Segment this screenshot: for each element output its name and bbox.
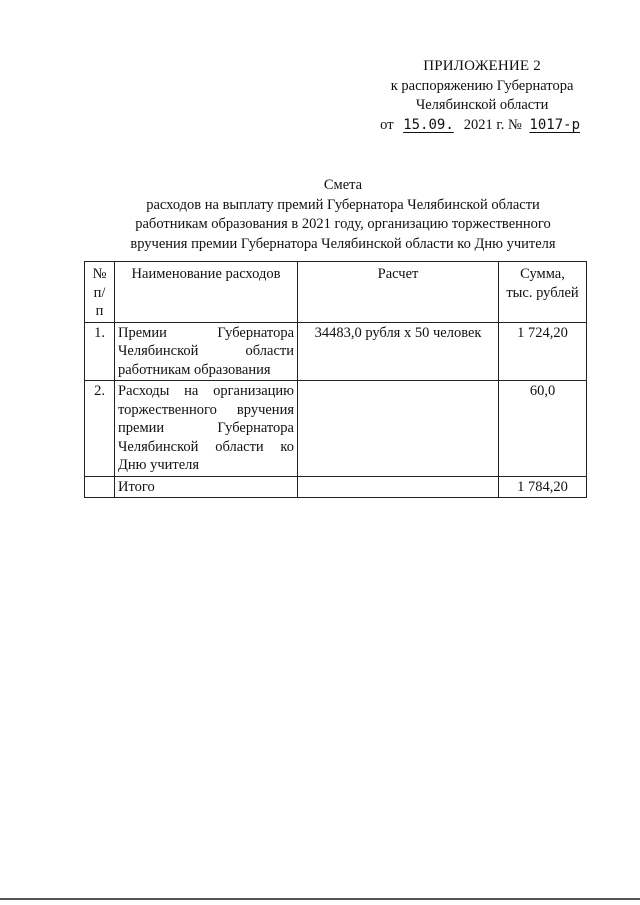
- title-line-2: расходов на выплату премий Губернатора Челябинской области: [146, 196, 540, 213]
- header-num-line-1: №: [92, 266, 107, 282]
- header-sum: [499, 262, 587, 323]
- row-2-name-line-3: премии Губернатора: [118, 420, 294, 436]
- total-sum: 1 784,20: [499, 476, 587, 498]
- annex-label: ПРИЛОЖЕНИЕ 2: [423, 58, 541, 74]
- header-num-line-2: п/: [93, 284, 106, 301]
- estimate-table: [84, 261, 587, 498]
- row-1-name: [115, 322, 298, 381]
- row-2-name-line-5: Дню учителя: [118, 457, 200, 473]
- order-number: 1017-р: [529, 116, 580, 133]
- row-1-calc: 34483,0 рубля х 50 человек: [298, 322, 499, 381]
- region-text: Челябинской области: [415, 97, 549, 113]
- row-2-name: [115, 381, 298, 477]
- row-1-num: 1.: [85, 322, 115, 381]
- order-year-text: 2021 г. №: [463, 116, 522, 133]
- header-num-line-3: п: [95, 303, 104, 319]
- date-prefix: от: [380, 116, 394, 133]
- row-2-num: 2.: [85, 381, 115, 477]
- header-sum-line-2: тыс. рублей: [506, 284, 579, 301]
- row-2-name-line-1: Расходы на организацию: [118, 383, 294, 399]
- row-2-sum: 60,0: [499, 381, 587, 477]
- order-date: 15.09.: [403, 116, 454, 133]
- to-order-text: к распоряжению Губернатора: [390, 77, 574, 94]
- total-label: Итого: [115, 476, 298, 498]
- table-header-row: [85, 262, 587, 323]
- table-row: [85, 381, 587, 477]
- title-line-3: работникам образования в 2021 году, организацию торжественного: [135, 216, 551, 232]
- header-sum-line-1: Сумма,: [520, 266, 565, 282]
- row-2-calc: [298, 381, 499, 477]
- row-1-name-line-2: Челябинской области: [118, 343, 294, 359]
- header-num: [85, 262, 115, 323]
- page-bottom-rule: [0, 898, 640, 900]
- table-row: [85, 322, 587, 381]
- row-1-sum: 1 724,20: [499, 322, 587, 381]
- row-1-name-line-3: работникам образования: [118, 361, 271, 378]
- header-name: Наименование расходов: [115, 262, 298, 323]
- table-total-row: [85, 476, 587, 498]
- total-num: [85, 476, 115, 498]
- title-line-1: Смета: [323, 177, 363, 193]
- row-2-name-line-2: торжественного вручения: [118, 401, 294, 418]
- title-line-4: вручения премии Губернатора Челябинской области ко Дню учителя: [130, 235, 556, 252]
- row-2-name-line-4: Челябинской области ко: [118, 438, 294, 455]
- header-block: [380, 57, 584, 135]
- order-date-line: [380, 116, 584, 136]
- total-calc: [298, 476, 499, 498]
- row-1-name-line-1: Премии Губернатора: [118, 324, 294, 341]
- document-title: [0, 176, 640, 254]
- header-calc: Расчет: [298, 262, 499, 323]
